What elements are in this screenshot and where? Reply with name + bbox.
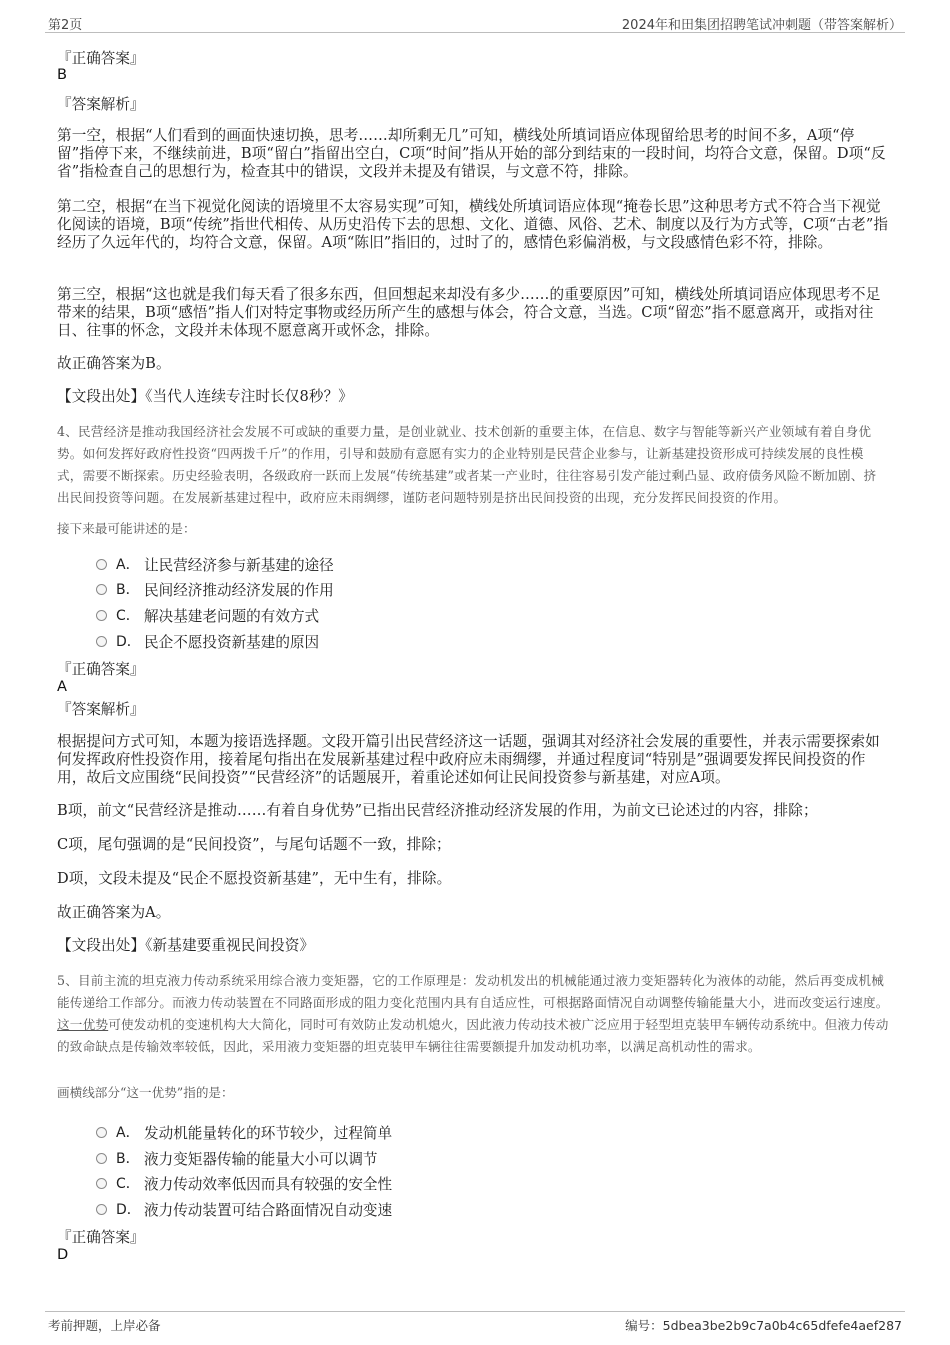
- q4-analysis-p1: 根据提问方式可知，本题为接语选择题。文段开篇引出民营经济这一话题，强调其对经济社会发展的重要性，并表示需要探索如何发挥政府性投资作用，接着尾句指出在发展新基建过程中政府应未雨绸缪，并通过程度词“特别是”强调要发挥民间投资的作用，故后文应围绕“民间投资”“民营经济”的话题展开，着重论述如何让民间投资参与新基建，对应A项。: [57, 733, 880, 786]
- q4-answer-label: 『正确答案』: [57, 661, 145, 678]
- footer-code: 编号：5dbea3be2b9c7a0b4c65dfefe4aef287: [625, 1318, 902, 1333]
- document-title: 2024年和田集团招聘笔试冲刺题（带答案解析）: [621, 18, 902, 33]
- q3-answer: B: [57, 66, 68, 83]
- q3-analysis-p1: 第一空，根据“人们看到的画面快速切换，思考……却所剩无几”可知，横线处所填词语应体现留给思考的时间不多，A项“停留”指停下来，不继续前进，B项“留白”指留出空白，C项“时间”指从开始的部分到结束的一段时间，均符合文意，保留。D项“反省”指检查自己的思想行为，检查其中的错误，文段并未提及有错误，与文意不符，排除。: [57, 127, 886, 180]
- q4-analysis-p3: C项，尾句强调的是“民间投资”，与尾句话题不一致，排除；: [57, 836, 451, 853]
- q3-analysis-p3: 第三空，根据“这也就是我们每天看了很多东西，但回想起来却没有多少……的重要原因”可知，横线处所填词语应体现思考不足带来的结果，B项“感悟”指人们对特定事物或经历所产生的感想与体会，符合文意，当选。C项“留恋”指不愿意离开，或指对往日、往事的怀念，文段并未体现不愿意离开或怀念，排除。: [57, 286, 881, 339]
- q4-stem: 4、民营经济是推动我国经济社会发展不可或缺的重要力量，是创业就业、技术创新的重要主体，在信息、数字与智能等新兴产业领域有着自身优势。如何发挥好政府性投资“四两拨千斤”的作用，引导和鼓励有意愿有实力的企业特别是民营企业参与，让新基建投资形成可持续发展的良性模式，需要不断探索。历史经验表明，各级政府一跃而上发展“传统基建”或者某一产业时，往往容易引发产能过剩凸显、政府债务风险不断加剧、挤出民间投资等问题。在发展新基建过程中，政府应未雨绸缪，谨防老问题特别是挤出民间投资的出现，充分发挥民间投资的作用。: [57, 424, 877, 505]
- q4-question: 接下来最可能讲述的是：: [57, 521, 196, 536]
- q4-source: 【文段出处】《新基建要重视民间投资》: [57, 937, 315, 954]
- radio-button-icon[interactable]: [96, 1153, 107, 1164]
- q5-question: 画横线部分“这一优势”指的是：: [57, 1085, 234, 1100]
- q5-stem-after: 可使发动机的变速机构大大简化，同时可有效防止发动机熄火，因此液力传动技术被广泛应用于轻型坦克装甲车辆传动系统中。但液力传动的致命缺点是传输效率较低，因此，采用液力变矩器的坦克装甲车辆往往需要额提升加发动机功率，以满足高机动性的需求。: [57, 1017, 889, 1054]
- page-header: [45, 12, 905, 33]
- radio-button-icon[interactable]: [96, 559, 107, 570]
- q5-stem: [57, 970, 889, 1058]
- q5-stem-underlined: 这一优势: [57, 1017, 109, 1032]
- page-footer: [45, 1311, 905, 1336]
- radio-button-icon[interactable]: [96, 1204, 107, 1215]
- q4-analysis-p4: D项，文段未提及“民企不愿投资新基建”，无中生有，排除。: [57, 870, 452, 887]
- radio-button-icon[interactable]: [96, 584, 107, 595]
- footer-slogan: 考前押题，上岸必备: [48, 1318, 161, 1333]
- radio-button-icon[interactable]: [96, 1127, 107, 1138]
- q5-answer: D: [57, 1246, 69, 1263]
- q5-stem-before: 5、目前主流的坦克液力传动系统采用综合液力变矩器，它的工作原理是：发动机发出的机械能通过液力变矩器转化为液体的动能，然后再变成机械能传递给工作部分。而液力传动装置在不同路面形成的阻力变化范围内具有自适应性，可根据路面情况自动调整传输能量大小，进而改变运行速度。: [57, 973, 889, 1010]
- q4-analysis-p2: B项，前文“民营经济是推动……有着自身优势”已指出民营经济推动经济发展的作用，为前文已论述过的内容，排除；: [57, 802, 818, 819]
- q5-answer-label: 『正确答案』: [57, 1229, 145, 1246]
- q4-answer: A: [57, 678, 67, 695]
- q3-analysis-p2: 第二空，根据“在当下视觉化阅读的语境里不太容易实现”可知，横线处所填词语应体现“掩卷长思”这种思考方式不符合当下视觉化阅读的语境，B项“传统”指世代相传、从历史沿传下去的思想、文化、道德、风俗、艺术、制度以及行为方式等，C项“古老”指经历了久远年代的，均符合文意，保留。A项“陈旧”指旧的，过时了的，感情色彩偏消极，与文段感情色彩不符，排除。: [57, 198, 889, 251]
- radio-button-icon[interactable]: [96, 636, 107, 647]
- q4-analysis-label: 『答案解析』: [57, 701, 145, 718]
- q3-analysis-label: 『答案解析』: [57, 96, 145, 113]
- q3-answer-label: 『正确答案』: [57, 50, 145, 67]
- page-number: 第2页: [48, 18, 83, 33]
- q3-conclusion: 故正确答案为B。: [57, 355, 171, 372]
- q4-conclusion: 故正确答案为A。: [57, 904, 171, 921]
- radio-button-icon[interactable]: [96, 1178, 107, 1189]
- q3-source: 【文段出处】《当代人连续专注时长仅8秒？》: [57, 388, 353, 405]
- radio-button-icon[interactable]: [96, 610, 107, 621]
